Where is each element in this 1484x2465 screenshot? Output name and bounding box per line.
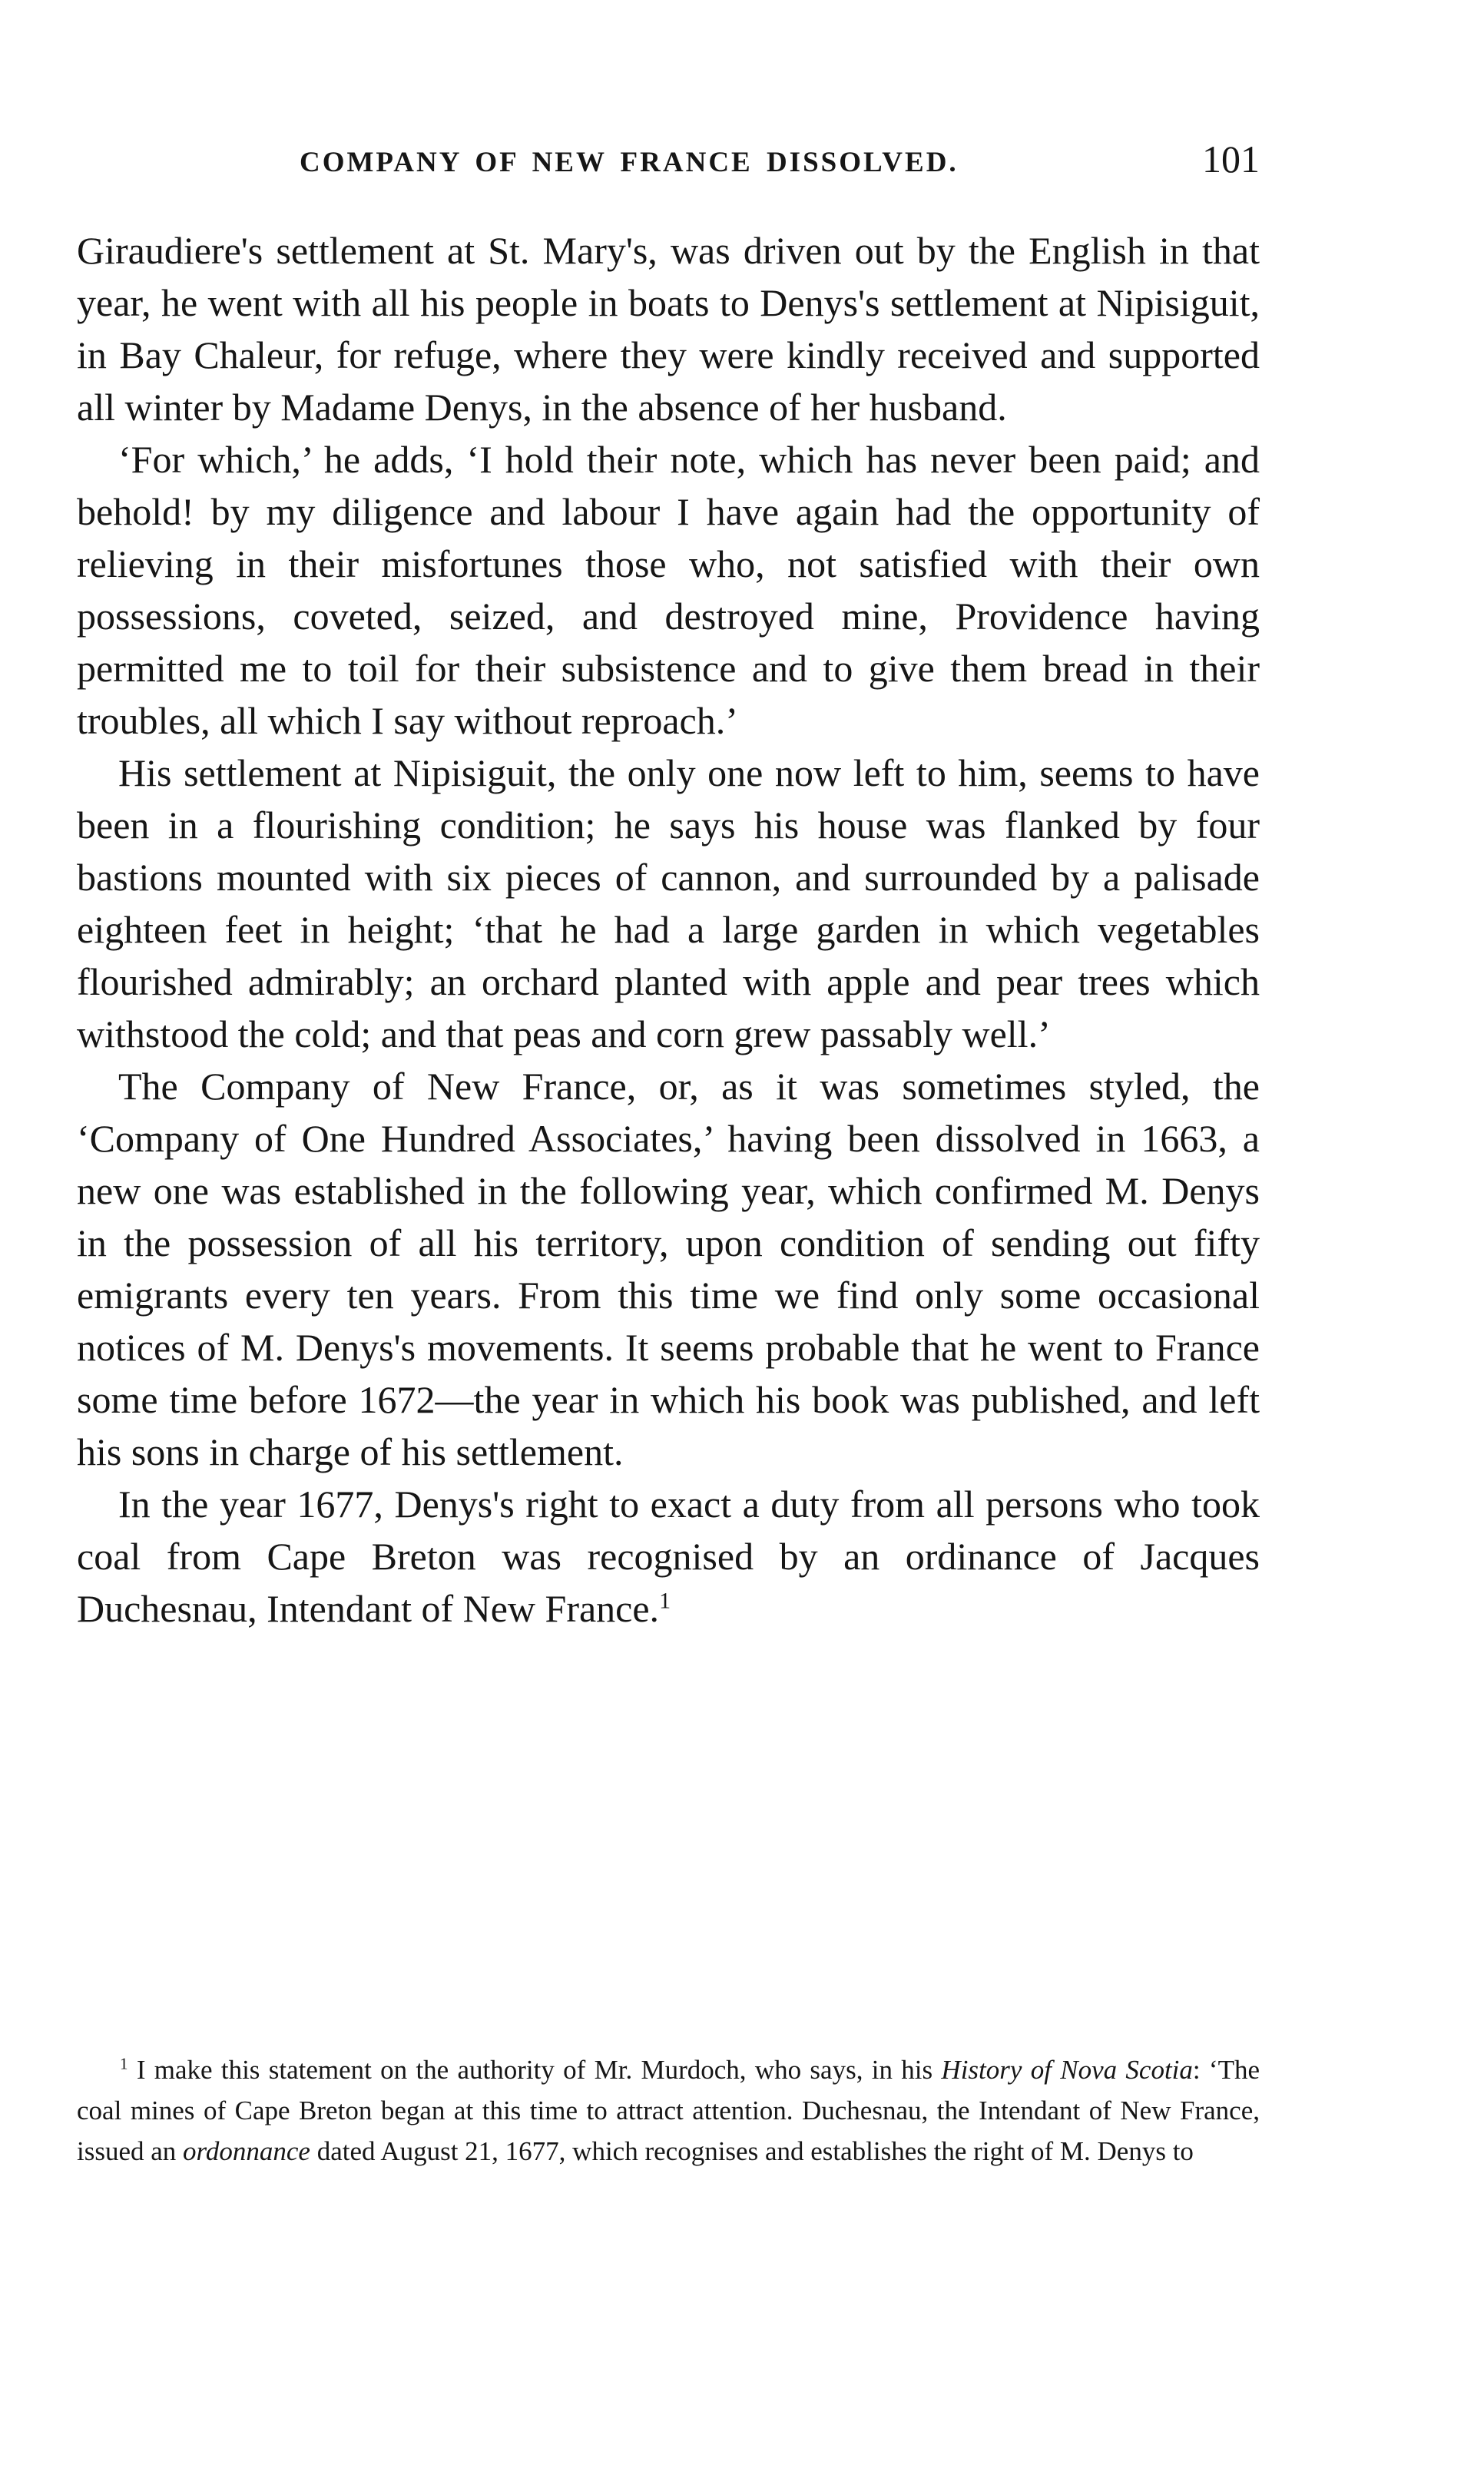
paragraph-3: His settlement at Nipisiguit, the only one now left to him, seems to have been in a flourishing condition; he says his house was flanked by four bastions mounted with six pieces of cannon, and surrounded by a palisade eighteen feet in height; ‘that he had a large garden in which vegetables flourished admirably; an orchard planted with apple and pear trees which withstood the cold; and that peas and corn grew passably well.’ xyxy=(77,751,1260,1055)
footnote-marker: 1 xyxy=(120,2054,128,2073)
footnote-book-title: History of Nova Scotia xyxy=(941,2055,1193,2085)
running-title: COMPANY OF NEW FRANCE DISSOLVED. xyxy=(300,147,959,178)
page-header xyxy=(77,137,1260,191)
paragraph-4: The Company of New France, or, as it was sometimes styled, the ‘Company of One Hundred Associates,’ having been dissolved in 1663, a new one was established in the following year, which confirmed M. Denys in the possession of all his territory, upon condition of sending out fifty emigrants every ten years. From this time we find only some occasional notices of M. Denys's movements. It seems probable that he went to France some time before 1672—the year in which his book was published, and left his sons in charge of his settlement. xyxy=(77,1065,1260,1473)
paragraph-1: Giraudiere's settlement at St. Mary's, was driven out by the English in that year, he went with all his people in boats to Denys's settlement at Nipisiguit, in Bay Chaleur, for refuge, where they were kindly received and supported all winter by Madame Denys, in the absence of her husband. xyxy=(77,229,1260,429)
footnote-text-2: : ‘The coal mines of Cape Breton began at this time to attract attention. Duchesnau, the Intendant of New France, issued an xyxy=(77,2055,1260,2166)
body-text xyxy=(77,224,1260,1635)
footnote-text-3: dated August 21, 1677, which recognises and establishes the right of M. Denys to xyxy=(310,2136,1194,2166)
footnote-reference: 1 xyxy=(659,1588,671,1614)
paragraph-2: ‘For which,’ he adds, ‘I hold their note, which has never been paid; and behold! by my diligence and labour I have again had the opportunity of relieving in their misfortunes those who, not satisfied with their own possessions, coveted, seized, and destroyed mine, Providence having permitted me to toil for their subsistence and to give them bread in their troubles, all which I say without reproach.’ xyxy=(77,438,1260,742)
footnotes xyxy=(77,2049,1260,2172)
footnote-1 xyxy=(77,2049,1260,2172)
page-number: 101 xyxy=(1202,137,1260,181)
paragraph-5-text: In the year 1677, Denys's right to exact a duty from all persons who took coal from Cape Breton was recognised by an ordinance of Jacques Duchesnau, Intendant of New France. xyxy=(77,1483,1260,1630)
footnote-term: ordonnance xyxy=(183,2136,310,2166)
paragraph-5 xyxy=(77,1478,1260,1635)
footnote-text-1: I make this statement on the authority of Mr. Murdoch, who says, in his xyxy=(136,2055,942,2085)
